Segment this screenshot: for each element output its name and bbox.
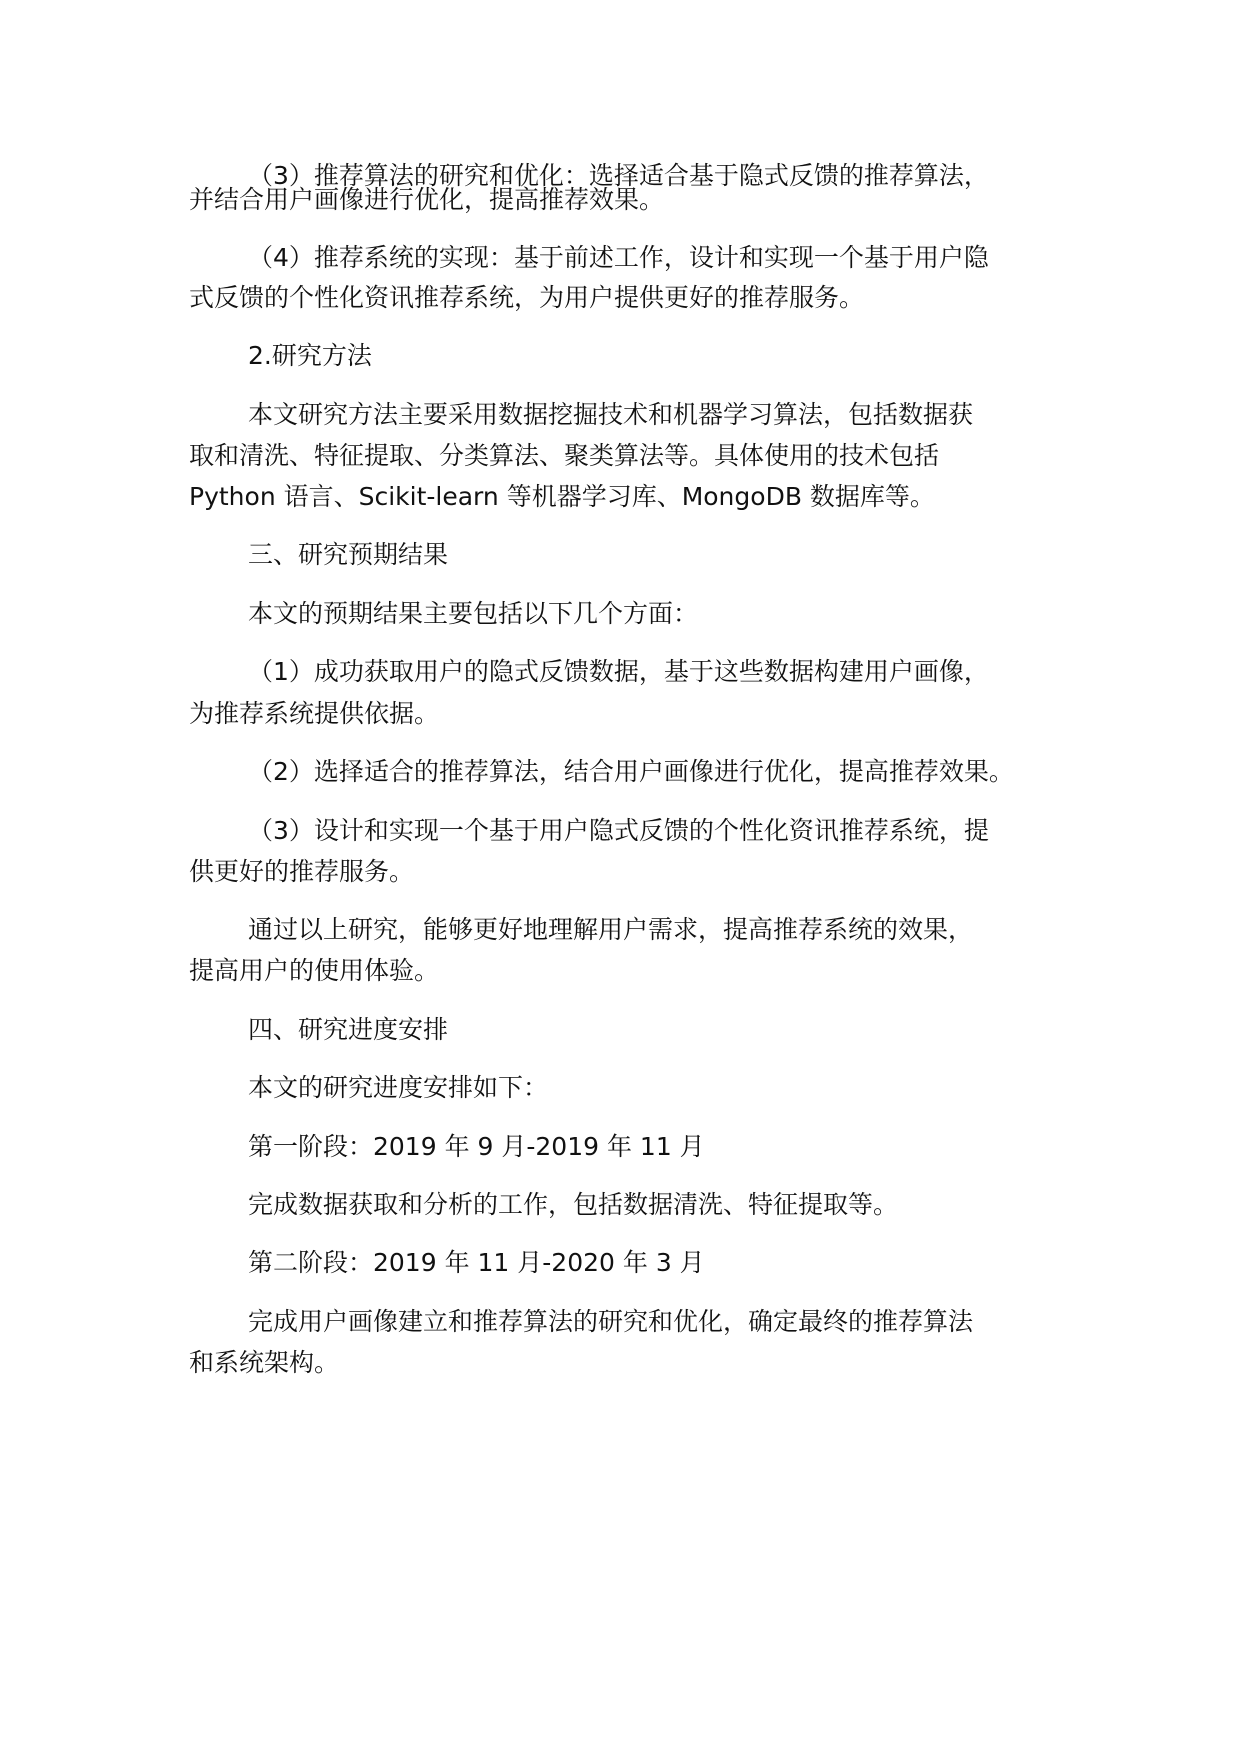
paragraph-line: 完成用户画像建立和推荐算法的研究和优化，确定最终的推荐算法 [248,1307,974,1336]
paragraph-line: 本文的研究进度安排如下： [248,1073,549,1102]
section-heading: 三、研究预期结果 [248,540,449,569]
paragraph-line: 通过以上研究，能够更好地理解用户需求，提高推荐系统的效果， [248,915,974,944]
section-heading: 四、研究进度安排 [248,1015,449,1044]
paragraph-line: 本文研究方法主要采用数据挖掘技术和机器学习算法，包括数据获 [248,400,974,429]
stage-heading: 第二阶段：2019 年 11 月-2020 年 3 月 [248,1248,705,1277]
paragraph-line: （4）推荐系统的实现：基于前述工作，设计和实现一个基于用户隐 [248,243,989,272]
paragraph-line: （1）成功获取用户的隐式反馈数据，基于这些数据构建用户画像， [248,657,989,686]
stage-heading: 第一阶段：2019 年 9 月-2019 年 11 月 [248,1132,705,1161]
paragraph-line: 和系统架构。 [189,1348,340,1377]
section-heading: 2.研究方法 [248,341,372,370]
paragraph-line: 提高用户的使用体验。 [189,956,440,985]
paragraph-line: 为推荐系统提供依据。 [189,699,440,728]
paragraph-line: （2）选择适合的推荐算法，结合用户画像进行优化，提高推荐效果。 [248,757,1014,786]
paragraph-line: 式反馈的个性化资讯推荐系统，为用户提供更好的推荐服务。 [189,283,865,312]
paragraph-line: 本文的预期结果主要包括以下几个方面： [248,599,699,628]
paragraph-line: 并结合用户画像进行优化，提高推荐效果。 [189,185,665,214]
paragraph-line: （3）设计和实现一个基于用户隐式反馈的个性化资讯推荐系统，提 [248,816,989,845]
paragraph-line: Python 语言、Scikit-learn 等机器学习库、MongoDB 数据库等。 [189,482,935,511]
paragraph-line: 完成数据获取和分析的工作，包括数据清洗、特征提取等。 [248,1190,899,1219]
paragraph-line: 供更好的推荐服务。 [189,857,415,886]
paragraph-line: 取和清洗、特征提取、分类算法、聚类算法等。具体使用的技术包括 [189,441,940,470]
paragraph-line: （3）推荐算法的研究和优化：选择适合基于隐式反馈的推荐算法， [248,161,989,190]
